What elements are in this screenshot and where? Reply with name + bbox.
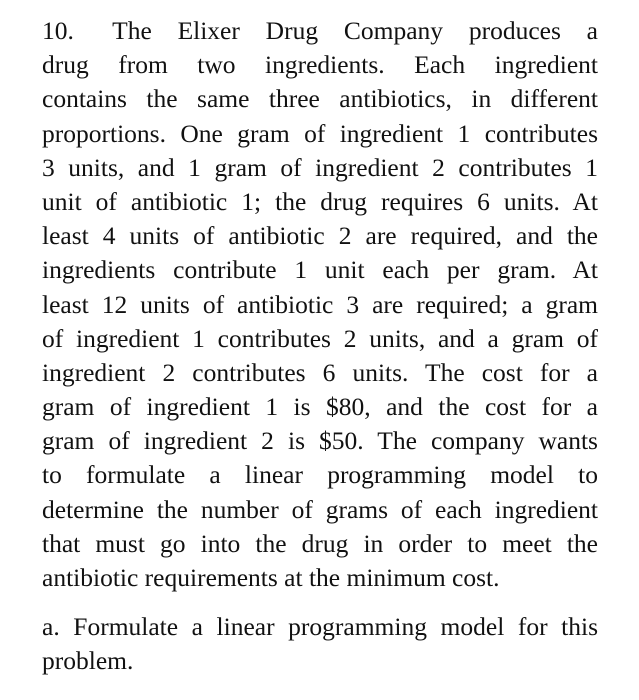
problem-line: determine the number of grams of each ingredient	[42, 494, 598, 524]
problem-line: ingredients contribute 1 unit each per gram. At	[42, 255, 598, 285]
problem-line: 3 units, and 1 gram of ingredient 2 contributes 1	[42, 152, 598, 182]
problem-line: to formulate a linear programming model to	[42, 460, 598, 490]
problem-paragraph	[42, 14, 598, 595]
problem-line: gram of ingredient 2 is $50. The company wants	[42, 426, 598, 456]
part-a-line: a. Formulate a linear programming model for this	[42, 612, 598, 642]
problem-text	[42, 14, 598, 679]
part-a-line: problem.	[42, 646, 134, 676]
problem-line: that must go into the drug in order to meet the	[42, 528, 598, 558]
problem-line: least 4 units of antibiotic 2 are required, and the	[42, 221, 598, 251]
problem-line: gram of ingredient 1 is $80, and the cost for a	[42, 392, 598, 422]
problem-line: unit of antibiotic 1; the drug requires 6 units. At	[42, 186, 598, 216]
problem-line: contains the same three antibiotics, in different	[42, 84, 598, 114]
problem-line: antibiotic requirements at the minimum cost.	[42, 563, 500, 592]
problem-line: of ingredient 1 contributes 2 units, and a gram of	[42, 323, 598, 353]
problem-line: proportions. One gram of ingredient 1 contributes	[42, 118, 598, 148]
problem-line: least 12 units of antibiotic 3 are required; a gram	[42, 289, 598, 319]
problem-line: ingredient 2 contributes 6 units. The cost for a	[42, 357, 598, 387]
paragraph-gap	[42, 595, 598, 610]
part-a-question	[42, 610, 598, 678]
problem-line: 10. The Elixer Drug Company produces a	[42, 16, 598, 45]
problem-line: drug from two ingredients. Each ingredient	[42, 50, 598, 80]
